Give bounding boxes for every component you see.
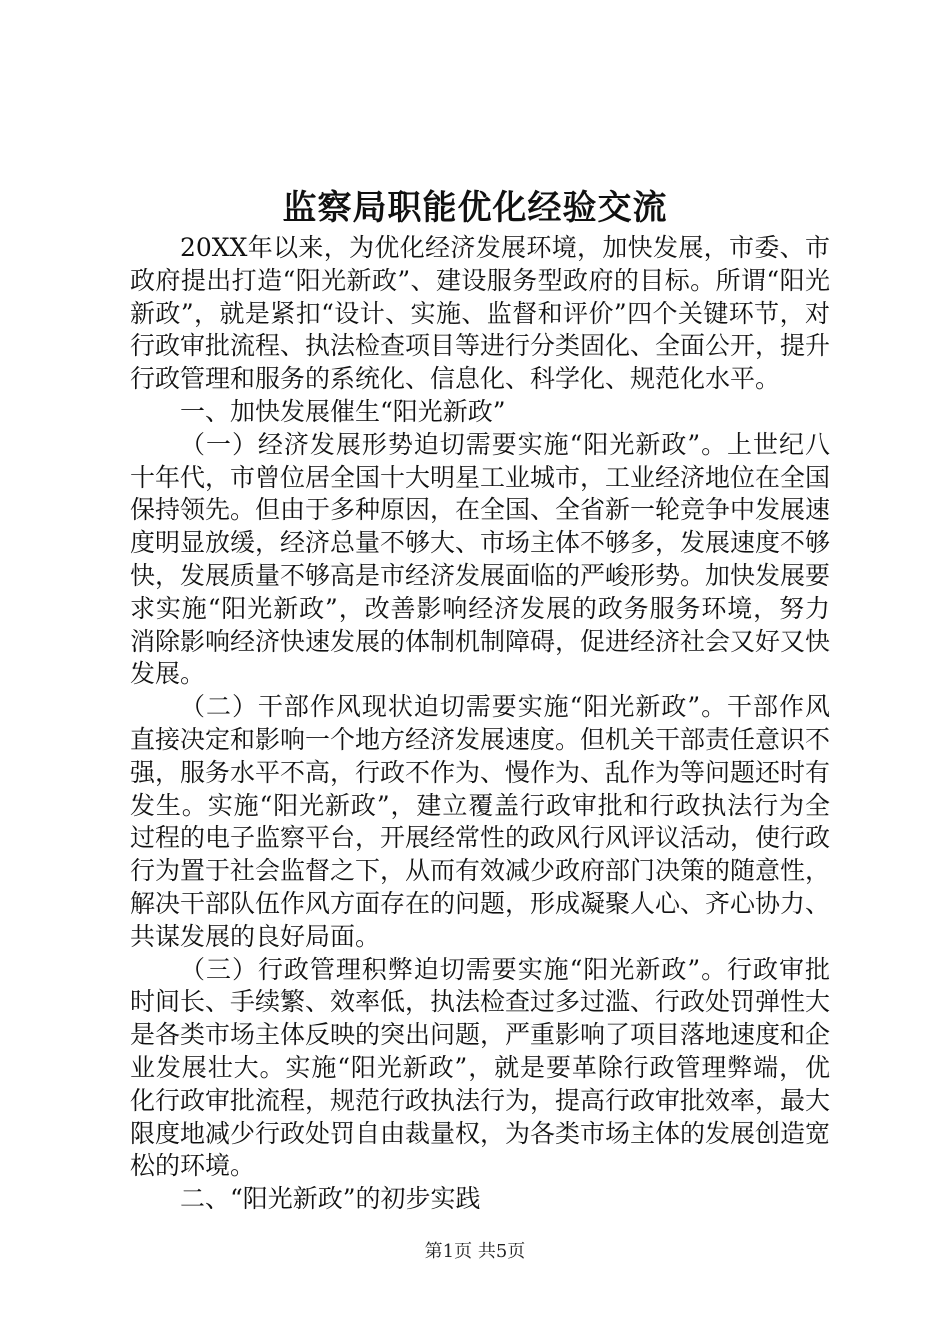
section-heading-2: 二、“阳光新政”的初步实践 [180,1184,481,1214]
document-title: 监察局职能优化经验交流 [282,188,668,228]
page-number-footer: 第1页 共5页 [424,1241,526,1262]
subsection-paragraph-1: （一）经济发展形势迫切需要实施“阳光新政”。上世纪八十年代，市曾位居全国十大明星工业城市，工业经济地位在全国保持领先。但由于多种原因，在全国、全省新一轮竞争中发展速度明显放缓，经济总量不够大、市场主体不够多，发展速度不够快，发展质量不够高是市经济发展面临的严峻形势。加快发展要求实施“阳光新政”，改善影响经济发展的政务服务环境，努力消除影响经济快速发展的体制机制障碍，促进经济社会又好又快发展。 [130,429,831,689]
section-heading-1: 一、加快发展催生“阳光新政” [180,396,506,426]
subsection-paragraph-3: （三）行政管理积弊迫切需要实施“阳光新政”。行政审批时间长、手续繁、效率低，执法检查过多过滥、行政处罚弹性大是各类市场主体反映的突出问题，严重影响了项目落地速度和企业发展壮大。实施“阳光新政”，就是要革除行政管理弊端，优化行政审批流程，规范行政执法行为，提高行政审批效率，最大限度地减少行政处罚自由裁量权，为各类市场主体的发展创造宽松的环境。 [130,954,831,1181]
document-body [130,232,830,1216]
intro-paragraph: 20XX年以来，为优化经济发展环境，加快发展，市委、市政府提出打造“阳光新政”、建设服务型政府的目标。所谓“阳光新政”，就是紧扣“设计、实施、监督和评价”四个关键环节，对行政审批流程、执法检查项目等进行分类固化、全面公开，提升行政管理和服务的系统化、信息化、科学化、规范化水平。 [130,233,831,394]
subsection-paragraph-2: （二）干部作风现状迫切需要实施“阳光新政”。干部作风直接决定和影响一个地方经济发展速度。但机关干部责任意识不强，服务水平不高，行政不作为、慢作为、乱作为等问题还时有发生。实施“阳光新政”，建立覆盖行政审批和行政执法行为全过程的电子监察平台，开展经常性的政风行风评议活动，使行政行为置于社会监督之下，从而有效减少政府部门决策的随意性，解决干部队伍作风方面存在的问题，形成凝聚人心、齐心协力、共谋发展的良好局面。 [130,692,831,951]
